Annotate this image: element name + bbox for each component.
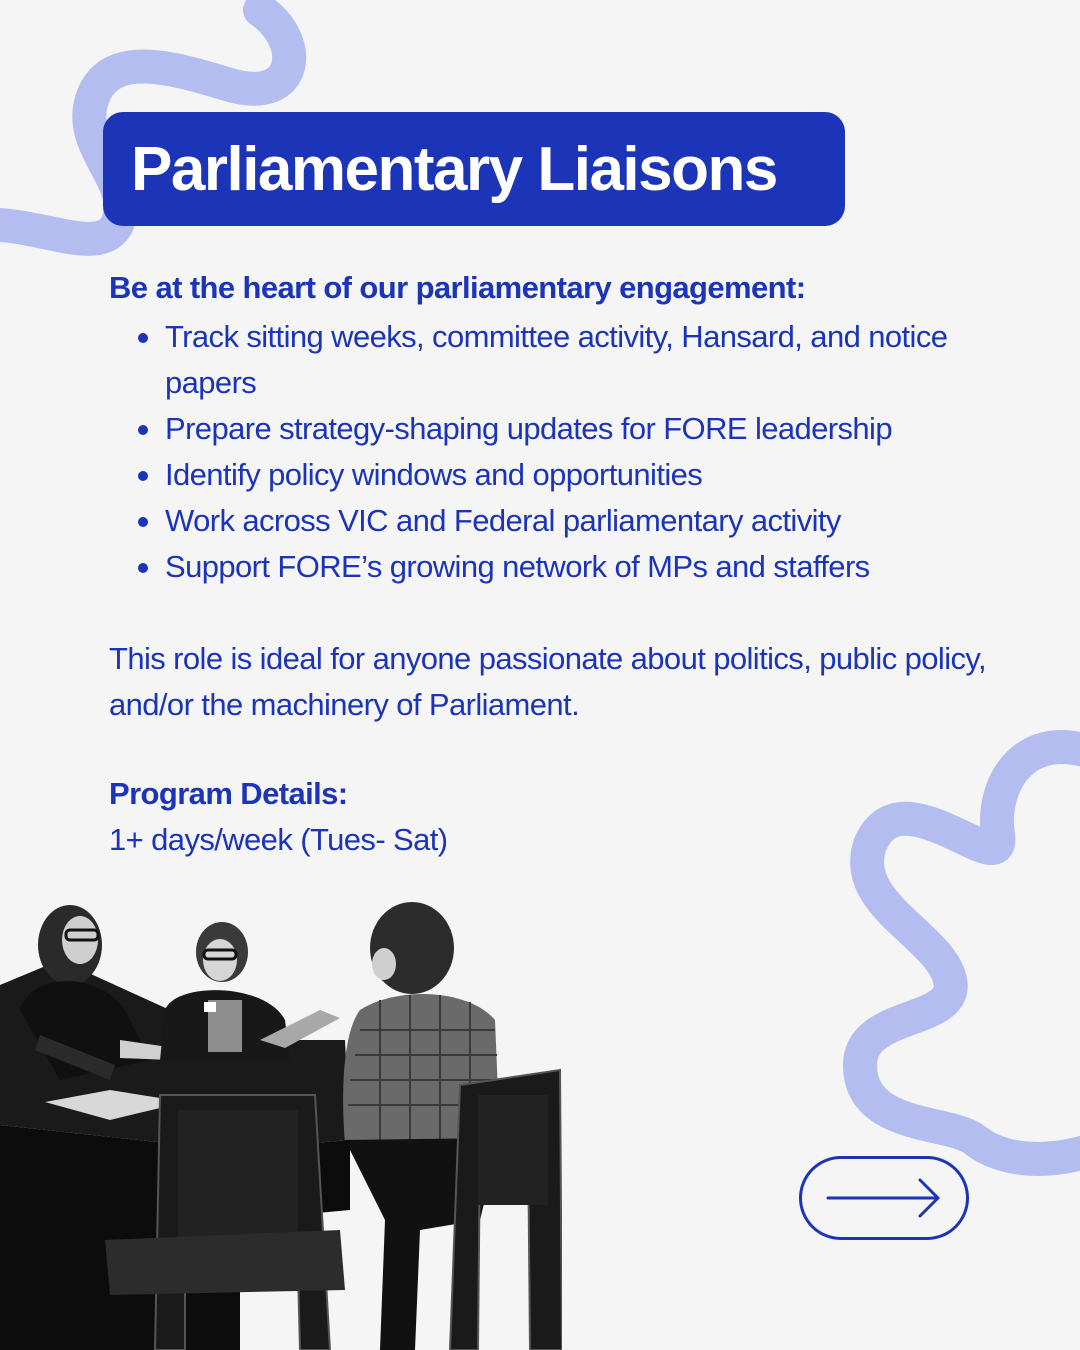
list-item [109,406,989,452]
bullet-icon [138,471,148,481]
list-item [109,314,989,406]
list-item-text: Identify policy windows and opportunities [165,457,703,492]
list-item [109,544,989,590]
list-item [109,498,989,544]
program-schedule: 1+ days/week (Tues- Sat) [109,822,448,857]
arrow-right-icon [824,1173,944,1223]
meeting-photo [0,890,562,1350]
page-title: Parliamentary Liaisons [131,134,777,204]
bullet-icon [138,333,148,343]
bullet-icon [138,563,148,573]
meeting-photo-illustration [0,890,562,1350]
program-details-heading: Program Details: [109,776,348,811]
list-item-text: Support FORE’s growing network of MPs and staffers [165,549,870,584]
list-item [109,452,989,498]
squiggle-right-decoration [830,720,1080,1180]
bullet-icon [138,517,148,527]
list-item-text: Track sitting weeks, committee activity, Hansard, and notice papers [165,319,948,400]
list-item-text: Work across VIC and Federal parliamentary activity [165,503,841,538]
next-button[interactable] [799,1156,969,1240]
bullet-icon [138,425,148,435]
role-description: This role is ideal for anyone passionate about politics, public policy, and/or the machinery of Parliament. [109,641,987,722]
responsibility-list [109,314,989,590]
intro-heading: Be at the heart of our parliamentary engagement: [109,270,806,305]
list-item-text: Prepare strategy-shaping updates for FORE leadership [165,411,892,446]
title-banner [103,112,845,226]
